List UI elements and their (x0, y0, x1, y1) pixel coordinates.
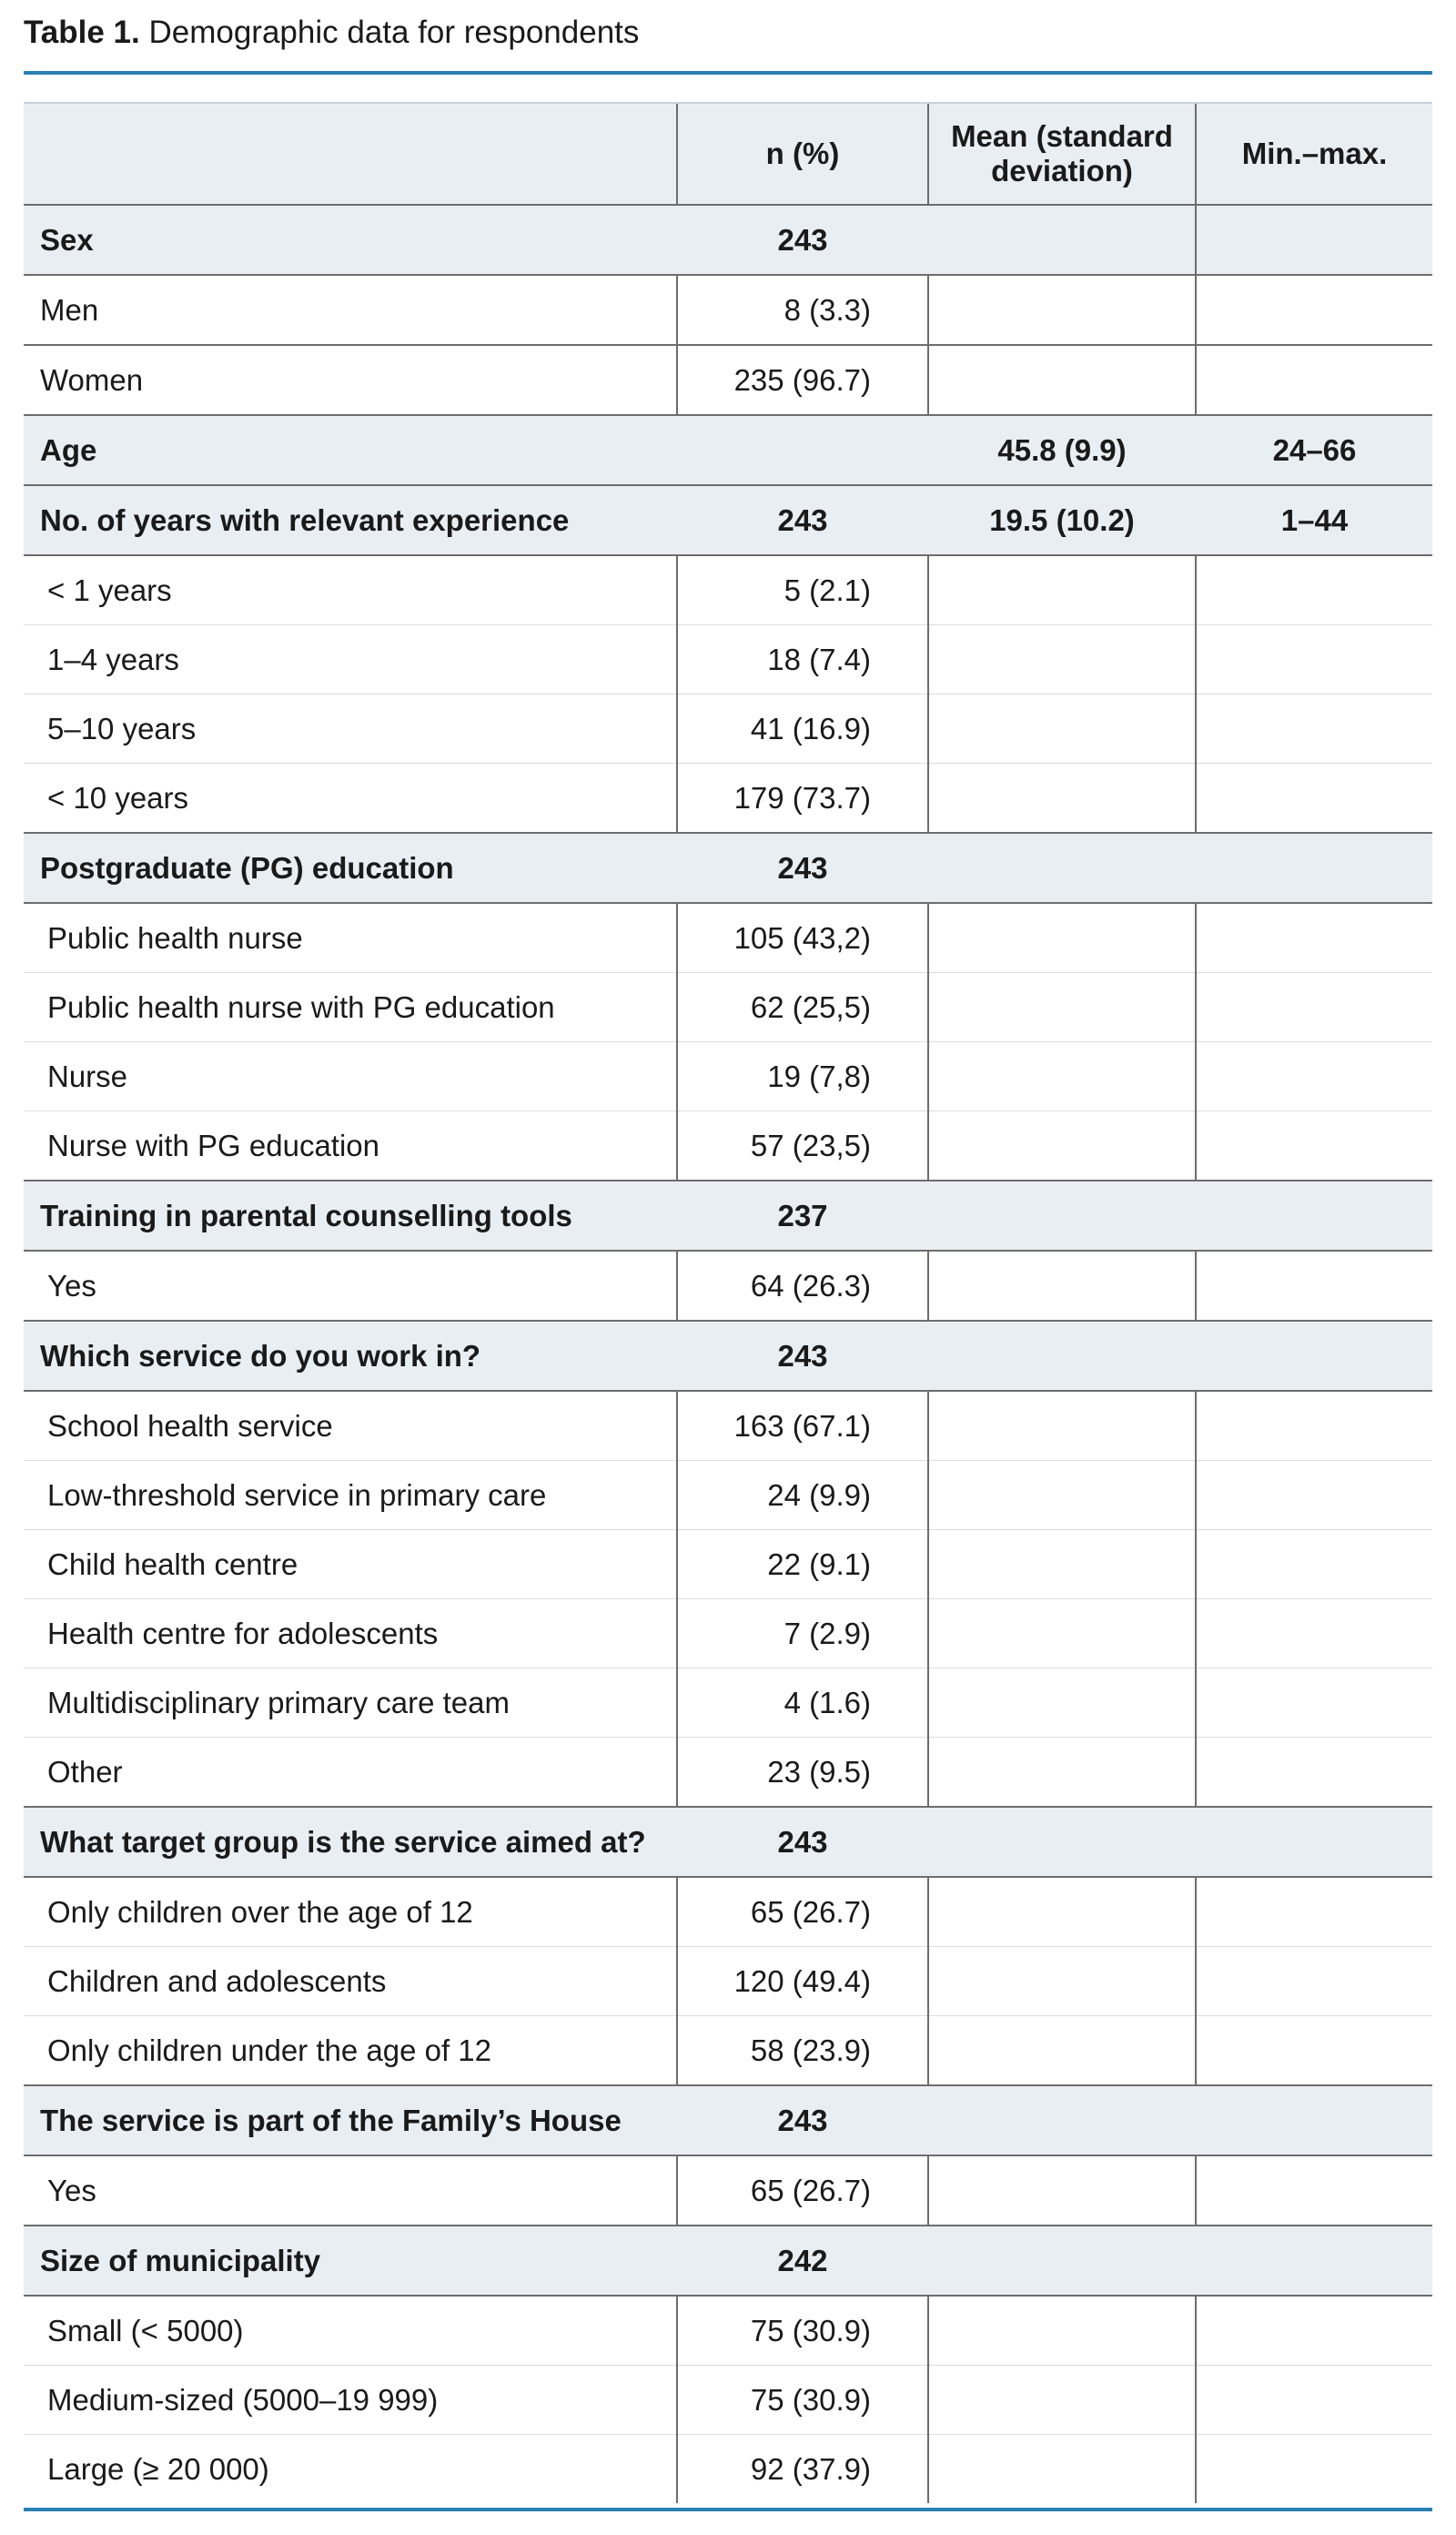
row-mean (928, 1530, 1196, 1599)
row-mean (928, 555, 1196, 625)
row-minmax (1196, 2366, 1432, 2435)
row-minmax (1196, 625, 1432, 695)
row-label: 5–10 years (24, 695, 677, 764)
row-minmax (1196, 695, 1432, 764)
row-mean (928, 903, 1196, 973)
row-mean (928, 695, 1196, 764)
row-label: Health centre for adolescents (24, 1599, 677, 1668)
row-mean (928, 205, 1196, 275)
table-header-row (24, 103, 1432, 205)
row-minmax (1196, 2435, 1432, 2504)
row-label: Age (24, 415, 677, 485)
row-n: 75 (30.9) (677, 2296, 928, 2366)
table-row (24, 2155, 1432, 2226)
row-mean (928, 2226, 1196, 2296)
row-minmax (1196, 1111, 1432, 1181)
table-row (24, 1461, 1432, 1530)
row-minmax (1196, 1391, 1432, 1461)
row-n: 24 (9.9) (677, 1461, 928, 1530)
row-minmax (1196, 2226, 1432, 2296)
category-row (24, 2226, 1432, 2296)
row-mean (928, 1111, 1196, 1181)
row-minmax (1196, 1530, 1432, 1599)
row-label: Only children over the age of 12 (24, 1877, 677, 1947)
row-n: 62 (25,5) (677, 973, 928, 1042)
row-label: Small (< 5000) (24, 2296, 677, 2366)
row-minmax (1196, 1461, 1432, 1530)
row-mean (928, 1181, 1196, 1251)
row-minmax (1196, 2016, 1432, 2086)
row-mean (928, 973, 1196, 1042)
category-row (24, 833, 1432, 903)
table-row (24, 2016, 1432, 2086)
row-label: Public health nurse with PG education (24, 973, 677, 1042)
row-label: Yes (24, 1251, 677, 1321)
table-row (24, 1251, 1432, 1321)
table-row (24, 973, 1432, 1042)
row-n: 105 (43,2) (677, 903, 928, 973)
row-minmax (1196, 1738, 1432, 1808)
table-row (24, 555, 1432, 625)
row-minmax (1196, 1321, 1432, 1391)
row-label: Medium-sized (5000–19 999) (24, 2366, 677, 2435)
table-row (24, 1391, 1432, 1461)
row-n: 243 (677, 485, 928, 555)
row-mean (928, 2296, 1196, 2366)
row-n: 22 (9.1) (677, 1530, 928, 1599)
row-label: Size of municipality (24, 2226, 677, 2296)
table-row (24, 1668, 1432, 1738)
table-row (24, 1877, 1432, 1947)
row-n: 179 (73.7) (677, 764, 928, 834)
row-mean: 45.8 (9.9) (928, 415, 1196, 485)
row-mean (928, 2366, 1196, 2435)
row-label: Postgraduate (PG) education (24, 833, 677, 903)
table-row (24, 903, 1432, 973)
table-row (24, 695, 1432, 764)
row-n: 58 (23.9) (677, 2016, 928, 2086)
row-minmax (1196, 903, 1432, 973)
row-n: 237 (677, 1181, 928, 1251)
row-n: 120 (49.4) (677, 1947, 928, 2016)
row-mean (928, 833, 1196, 903)
category-row (24, 205, 1432, 275)
row-n: 242 (677, 2226, 928, 2296)
row-mean (928, 1947, 1196, 2016)
row-label: Public health nurse (24, 903, 677, 973)
row-label: Nurse (24, 1042, 677, 1111)
category-row (24, 2085, 1432, 2155)
table-row (24, 1947, 1432, 2016)
demographic-table (24, 102, 1432, 2503)
table-row (24, 1111, 1432, 1181)
row-label: Which service do you work in? (24, 1321, 677, 1391)
row-minmax: 24–66 (1196, 415, 1432, 485)
row-n: 57 (23,5) (677, 1111, 928, 1181)
top-rule (24, 71, 1432, 75)
row-label: 1–4 years (24, 625, 677, 695)
table-row (24, 1599, 1432, 1668)
row-label: Only children under the age of 12 (24, 2016, 677, 2086)
row-label: < 1 years (24, 555, 677, 625)
row-minmax (1196, 1599, 1432, 1668)
row-minmax (1196, 345, 1432, 415)
row-n (677, 415, 928, 485)
row-n: 64 (26.3) (677, 1251, 928, 1321)
row-minmax (1196, 275, 1432, 345)
bottom-rule (24, 2508, 1432, 2511)
row-label: Low-threshold service in primary care (24, 1461, 677, 1530)
row-minmax (1196, 205, 1432, 275)
row-label: What target group is the service aimed at? (24, 1807, 677, 1877)
table-caption-text: Demographic data for respondents (148, 15, 640, 50)
row-mean (928, 1599, 1196, 1668)
header-mean-sd: Mean (standard deviation) (928, 103, 1196, 205)
row-mean (928, 1042, 1196, 1111)
row-label: Multidisciplinary primary care team (24, 1668, 677, 1738)
row-mean (928, 275, 1196, 345)
row-mean (928, 1738, 1196, 1808)
row-n: 18 (7.4) (677, 625, 928, 695)
row-label: No. of years with relevant experience (24, 485, 677, 555)
row-label: Yes (24, 2155, 677, 2226)
table-row (24, 625, 1432, 695)
header-min-max: Min.–max. (1196, 103, 1432, 205)
table-row (24, 275, 1432, 345)
row-n: 65 (26.7) (677, 1877, 928, 1947)
category-row (24, 415, 1432, 485)
row-label: Women (24, 345, 677, 415)
category-row (24, 1321, 1432, 1391)
row-minmax (1196, 973, 1432, 1042)
table-row (24, 1738, 1432, 1808)
row-label: Men (24, 275, 677, 345)
row-mean (928, 2016, 1196, 2086)
row-minmax (1196, 2296, 1432, 2366)
row-mean (928, 764, 1196, 834)
row-n: 8 (3.3) (677, 275, 928, 345)
table-caption-label: Table 1. (24, 15, 140, 50)
row-minmax: 1–44 (1196, 485, 1432, 555)
row-mean (928, 1668, 1196, 1738)
row-mean (928, 2155, 1196, 2226)
row-n: 5 (2.1) (677, 555, 928, 625)
row-mean (928, 1877, 1196, 1947)
row-mean (928, 1251, 1196, 1321)
row-label: School health service (24, 1391, 677, 1461)
row-minmax (1196, 555, 1432, 625)
table-row (24, 2435, 1432, 2504)
row-label: The service is part of the Family’s House (24, 2085, 677, 2155)
category-row (24, 1807, 1432, 1877)
row-minmax (1196, 1181, 1432, 1251)
row-n: 7 (2.9) (677, 1599, 928, 1668)
row-label: Children and adolescents (24, 1947, 677, 2016)
row-label: Sex (24, 205, 677, 275)
row-n: 243 (677, 205, 928, 275)
row-n: 163 (67.1) (677, 1391, 928, 1461)
row-n: 75 (30.9) (677, 2366, 928, 2435)
table-row (24, 2296, 1432, 2366)
row-minmax (1196, 833, 1432, 903)
row-mean: 19.5 (10.2) (928, 485, 1196, 555)
row-minmax (1196, 1947, 1432, 2016)
row-mean (928, 1461, 1196, 1530)
category-row (24, 485, 1432, 555)
table-row (24, 764, 1432, 834)
row-minmax (1196, 2085, 1432, 2155)
table-row (24, 1530, 1432, 1599)
row-mean (928, 1391, 1196, 1461)
row-label: Other (24, 1738, 677, 1808)
category-row (24, 1181, 1432, 1251)
row-mean (928, 2085, 1196, 2155)
row-n: 243 (677, 1321, 928, 1391)
row-label: Child health centre (24, 1530, 677, 1599)
table-row (24, 1042, 1432, 1111)
row-minmax (1196, 1251, 1432, 1321)
row-mean (928, 1321, 1196, 1391)
row-mean (928, 345, 1196, 415)
row-mean (928, 625, 1196, 695)
row-label: Training in parental counselling tools (24, 1181, 677, 1251)
table-row (24, 345, 1432, 415)
table-row (24, 2366, 1432, 2435)
header-n-percent: n (%) (677, 103, 928, 205)
table-caption (24, 11, 639, 55)
row-minmax (1196, 1668, 1432, 1738)
row-label: < 10 years (24, 764, 677, 834)
row-minmax (1196, 1807, 1432, 1877)
row-minmax (1196, 1042, 1432, 1111)
header-label-cell (24, 103, 677, 205)
row-mean (928, 2435, 1196, 2504)
row-mean (928, 1807, 1196, 1877)
row-n: 243 (677, 1807, 928, 1877)
row-n: 4 (1.6) (677, 1668, 928, 1738)
row-n: 23 (9.5) (677, 1738, 928, 1808)
row-minmax (1196, 764, 1432, 834)
row-label: Large (≥ 20 000) (24, 2435, 677, 2504)
row-n: 243 (677, 2085, 928, 2155)
row-minmax (1196, 2155, 1432, 2226)
row-n: 235 (96.7) (677, 345, 928, 415)
row-n: 92 (37.9) (677, 2435, 928, 2504)
row-n: 243 (677, 833, 928, 903)
row-label: Nurse with PG education (24, 1111, 677, 1181)
row-n: 19 (7,8) (677, 1042, 928, 1111)
row-minmax (1196, 1877, 1432, 1947)
row-n: 65 (26.7) (677, 2155, 928, 2226)
row-n: 41 (16.9) (677, 695, 928, 764)
